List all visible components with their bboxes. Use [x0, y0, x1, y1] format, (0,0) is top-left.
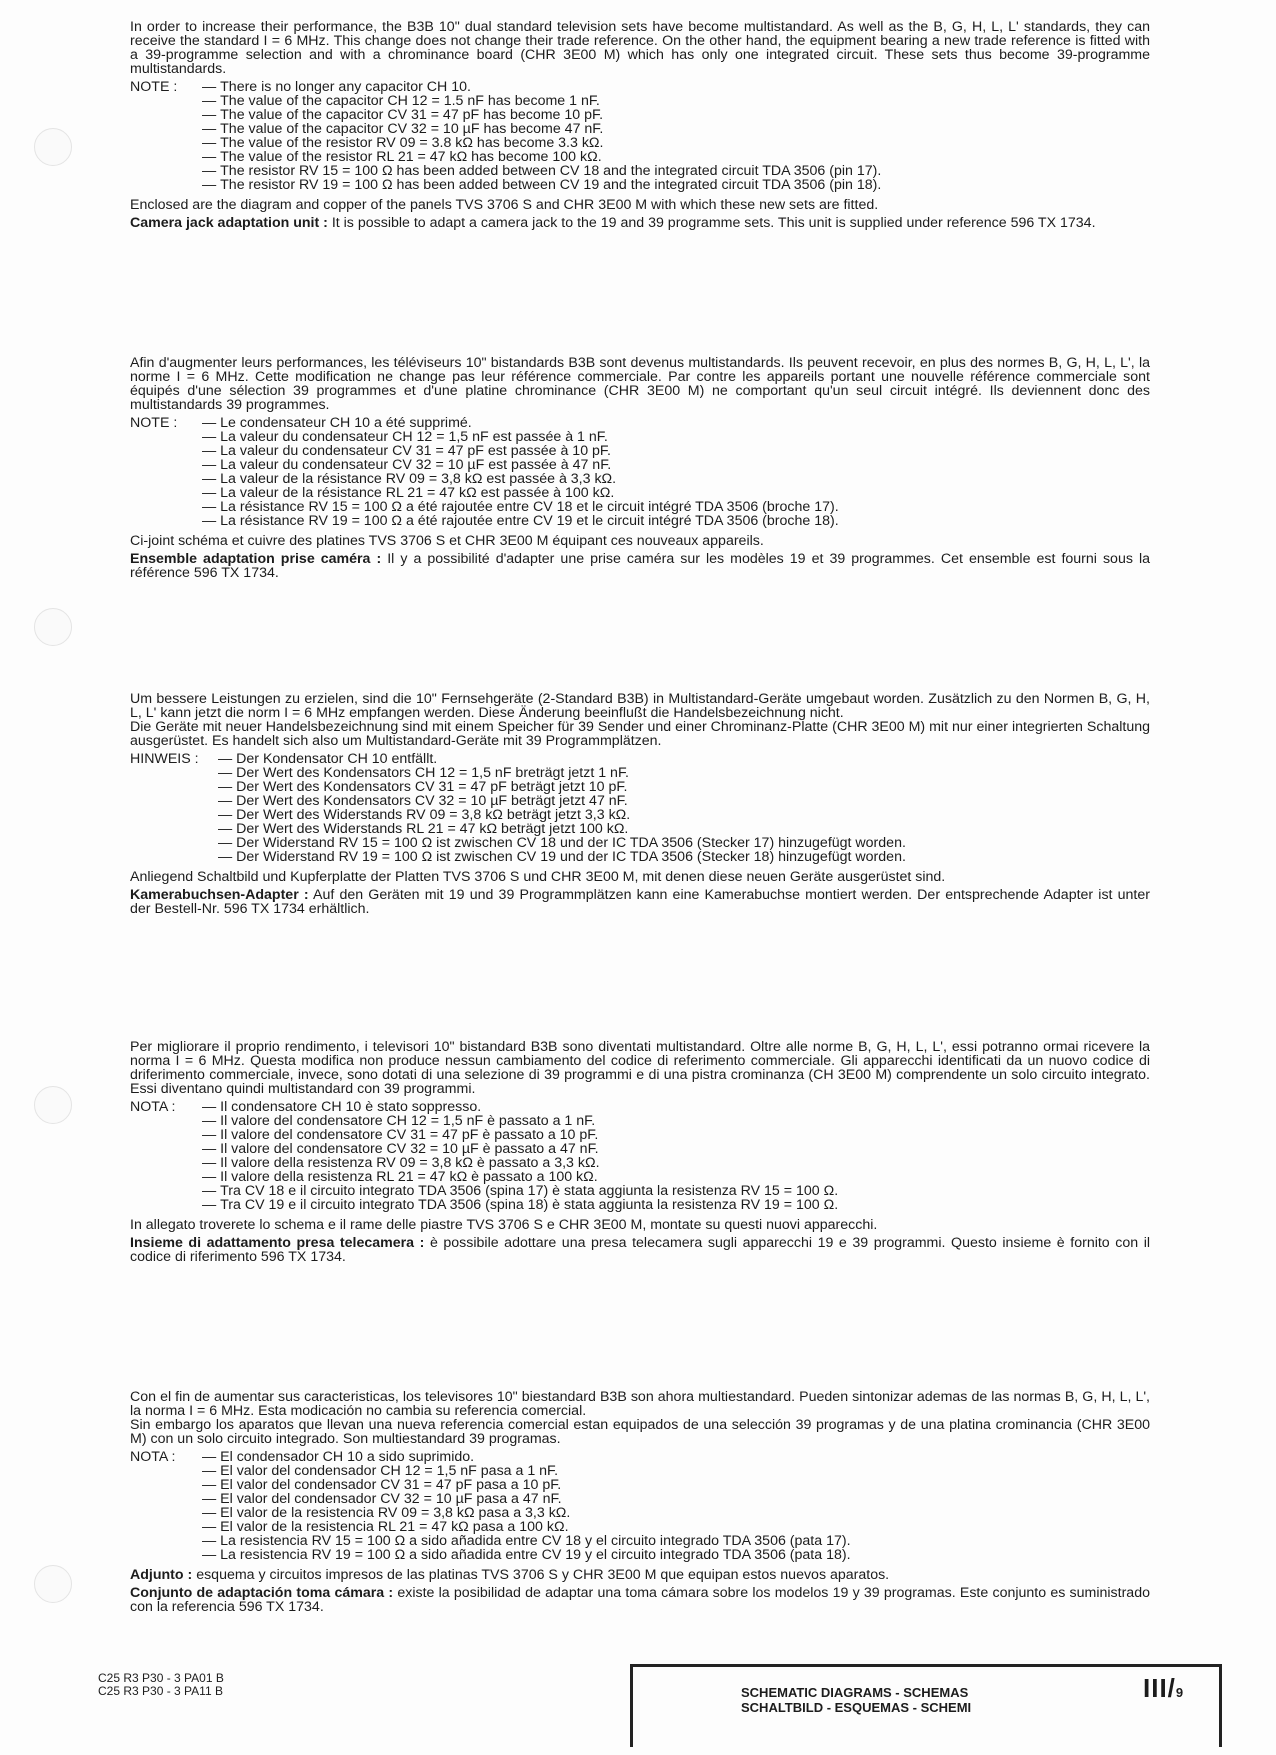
document-reference [98, 1672, 224, 1698]
english-notes [130, 80, 1150, 192]
note-label: NOTE : [130, 415, 178, 431]
note-item: — Il valore della resistenza RV 09 = 3,8 kΩ è passato a 3,3 kΩ. [202, 1156, 1150, 1170]
note-item: — The value of the capacitor CV 32 = 10 µF has become 47 nF. [202, 122, 1150, 136]
italian-enclosed: In allegato troverete lo schema e il rame delle piastre TVS 3706 S e CHR 3E00 M, montate su questi nuovi apparecchi. [130, 1217, 878, 1233]
page-number-sub: 9 [1175, 1685, 1185, 1700]
french-intro: Afin d'augmenter leurs performances, les téléviseurs 10" bistandards B3B sont devenus multistandards. Ils peuvent recevoir, en plus des normes B, G, H, L, L', la norme I = 6 MHz. Cette modification ne change pas leur référence commerciale. Par contre les appareils portant une nouvelle référence commerciale sont équipés d'une sélection 39 programmes et d'une platine chrominance (CHR 3E00 M) ne comportant qu'un seul circuit intégré. Ils deviennent donc des multistandards 39 programmes. [130, 355, 1150, 413]
note-label: NOTE : [130, 79, 178, 95]
german-adapter [130, 888, 1150, 916]
note-item: — Il valore del condensatore CV 32 = 10 µF è passato a 47 nF. [202, 1142, 1150, 1156]
punch-hole [34, 1565, 72, 1603]
note-item: — The value of the resistor RL 21 = 47 kΩ has become 100 kΩ. [202, 150, 1150, 164]
note-item: — La valeur du condensateur CV 32 = 10 µF est passée à 47 nF. [202, 458, 1150, 472]
note-item: — El valor del condensador CV 32 = 10 µF pasa a 47 nF. [202, 1492, 1150, 1506]
french-adapter [130, 552, 1150, 580]
note-item: — Der Wert des Kondensators CH 12 = 1,5 nF breträgt jetzt 1 nF. [218, 766, 1150, 780]
note-item: — Il valore del condensatore CV 31 = 47 pF è passato a 10 pF. [202, 1128, 1150, 1142]
german-intro-2: Die Geräte mit neuer Handelsbezeichnung sind mit einem Speicher für 39 Sender und einer Chrominanz-Platte (CHR 3E00 M) mit nur einer integrierten Schaltung ausgerüstet. Es handelt sich also um Multistandard-Geräte mit 39 Programmplätzen. [130, 719, 1150, 749]
spanish-intro: Con el fin de aumentar sus caracteristicas, los televisores 10" biestandard B3B son ahora multiestandard. Pueden sintonizar ademas de las normas B, G, H, L, L', la norma I = 6 MHz. Esta modicación no cambia su referencia comercial. [130, 1389, 1150, 1419]
spanish-enclosed [130, 1568, 1150, 1582]
note-item: — El valor de la resistencia RL 21 = 47 kΩ pasa a 100 kΩ. [202, 1520, 1150, 1534]
adapter-text: It is possible to adapt a camera jack to the 19 and 39 programme sets. This unit is supplied under reference 596 TX 1734. [327, 215, 1096, 231]
punch-hole [34, 1086, 72, 1124]
adapter-heading: Conjunto de adaptación toma cámara : [130, 1585, 394, 1601]
note-item: — La résistance RV 15 = 100 Ω a été rajoutée entre CV 18 et le circuit intégré TDA 3506 (broche 17). [202, 500, 1150, 514]
note-item: — El valor del condensador CH 12 = 1,5 nF pasa a 1 nF. [202, 1464, 1150, 1478]
note-item: — The value of the capacitor CV 31 = 47 pF has become 10 pF. [202, 108, 1150, 122]
french-section [130, 356, 1150, 580]
page-number [1143, 1673, 1185, 1703]
adapter-text: existe la posibilidad de adaptar una toma cámara sobre los modelos 19 y 39 programas. Este conjunto es suministrado con la referencia 596 TX 1734. [130, 1585, 1150, 1615]
german-section [130, 692, 1150, 916]
note-item: — La valeur du condensateur CH 12 = 1,5 nF est passée à 1 nF. [202, 430, 1150, 444]
adapter-text: Auf den Geräten mit 19 und 39 Programmplätzen kann eine Kamerabuchse montiert werden. Der entsprechende Adapter ist unter der Bestell-Nr. 596 TX 1734 erhältlich. [130, 887, 1150, 917]
spanish-section [130, 1390, 1150, 1614]
note-item: — The resistor RV 19 = 100 Ω has been added between CV 19 and the integrated circuit TDA 3506 (pin 18). [202, 178, 1150, 192]
footer-title [741, 1685, 971, 1715]
adapter-text: è possibile adottare una presa telecamera sugli apparecchi 19 e 39 programmi. Questo insieme è fornito con il codice di riferimento 596 TX 1734. [130, 1235, 1151, 1265]
adapter-heading: Insieme di adattamento presa telecamera : [130, 1235, 425, 1251]
note-item: — La resistencia RV 19 = 100 Ω a sido añadida entre CV 19 y el circuito integrado TDA 3506 (pata 18). [202, 1548, 1150, 1562]
english-intro: In order to increase their performance, the B3B 10" dual standard television sets have become multistandard. As well as the B, G, H, L, L' standards, they can receive the standard I = 6 MHz. This change does not change their trade reference. On the other hand, the equipment bearing a new trade reference is fitted with a 39-programme selection and with a chrominance board (CHR 3E00 M) which has only one integrated circuit. These sets thus become 39-programme multistandards. [130, 19, 1150, 77]
adapter-text: Il y a possibilité d'adapter une prise caméra sur les modèles 19 et 39 programmes. Cet ensemble est fourni sous la référence 596 TX 1734. [130, 551, 1150, 581]
note-item: — La résistance RV 19 = 100 Ω a été rajoutée entre CV 19 et le circuit intégré TDA 3506 (broche 18). [202, 514, 1150, 528]
german-notes [130, 752, 1150, 864]
enclosed-text: esquema y circuitos impresos de las platinas TVS 3706 S y CHR 3E00 M que equipan estos nuevos aparatos. [192, 1567, 890, 1583]
spanish-adapter [130, 1586, 1150, 1614]
enclosed-heading: Adjunto : [130, 1567, 193, 1583]
english-adapter [130, 216, 1150, 230]
note-item: — The value of the capacitor CH 12 = 1.5 nF has become 1 nF. [202, 94, 1150, 108]
adapter-heading: Kamerabuchsen-Adapter : [130, 887, 309, 903]
note-item: — La valeur de la résistance RL 21 = 47 kΩ est passée à 100 kΩ. [202, 486, 1150, 500]
note-item: — Der Wert des Widerstands RV 09 = 3,8 kΩ beträgt jetzt 3,3 kΩ. [218, 808, 1150, 822]
note-item: — Tra CV 19 e il circuito integrato TDA 3506 (spina 18) è stata aggiunta la resistenza RV 19 = 100 Ω. [202, 1198, 1150, 1212]
note-item: — Der Kondensator CH 10 entfällt. [218, 752, 1150, 766]
footer-title-box [630, 1664, 1222, 1747]
punch-hole [34, 128, 72, 166]
note-label: HINWEIS : [130, 751, 199, 767]
page-number-main: III/ [1143, 1673, 1176, 1703]
punch-hole [34, 608, 72, 646]
italian-section [130, 1040, 1150, 1264]
spanish-intro-2: Sin embargo los aparatos que llevan una nueva referencia comercial estan equipados de una selección 39 programas y de una platina crominancia (CHR 3E00 M) con un solo circuito integrado. Son multiestandard 39 programas. [130, 1417, 1150, 1447]
note-item: — El condensador CH 10 a sido suprimido. [202, 1450, 1150, 1464]
note-item: — The value of the resistor RV 09 = 3.8 kΩ has become 3.3 kΩ. [202, 136, 1150, 150]
note-item: — Le condensateur CH 10 a été supprimé. [202, 416, 1150, 430]
adapter-heading: Ensemble adaptation prise caméra : [130, 551, 382, 567]
reference-line: C25 R3 P30 - 3 PA01 B [98, 1671, 224, 1685]
note-item: — Il condensatore CH 10 è stato soppresso. [202, 1100, 1150, 1114]
footer-title-line: SCHALTBILD - ESQUEMAS - SCHEMI [741, 1700, 972, 1715]
note-item: — The resistor RV 15 = 100 Ω has been added between CV 18 and the integrated circuit TDA 3506 (pin 17). [202, 164, 1150, 178]
note-item: — Il valore del condensatore CH 12 = 1,5 nF è passato a 1 nF. [202, 1114, 1150, 1128]
german-enclosed: Anliegend Schaltbild und Kupferplatte der Platten TVS 3706 S und CHR 3E00 M, mit denen diese neuen Geräte ausgerüstet sind. [130, 869, 946, 885]
french-notes [130, 416, 1150, 528]
note-label: NOTA : [130, 1449, 176, 1465]
note-item: — Il valore della resistenza RL 21 = 47 kΩ è passato a 100 kΩ. [202, 1170, 1150, 1184]
french-enclosed: Ci-joint schéma et cuivre des platines TVS 3706 S et CHR 3E00 M équipant ces nouveaux appareils. [130, 533, 764, 549]
english-enclosed: Enclosed are the diagram and copper of the panels TVS 3706 S and CHR 3E00 M with which these new sets are fitted. [130, 197, 879, 213]
note-label: NOTA : [130, 1099, 176, 1115]
footer-title-line: SCHEMATIC DIAGRAMS - SCHEMAS [741, 1685, 969, 1700]
note-item: — Der Wert des Kondensators CV 31 = 47 pF beträgt jetzt 10 pF. [218, 780, 1150, 794]
note-item: — La resistencia RV 15 = 100 Ω a sido añadida entre CV 18 y el circuito integrado TDA 3506 (pata 17). [202, 1534, 1150, 1548]
note-item: — La valeur du condensateur CV 31 = 47 pF est passée à 10 pF. [202, 444, 1150, 458]
note-item: — Der Wert des Kondensators CV 32 = 10 µF beträgt jetzt 47 nF. [218, 794, 1150, 808]
italian-intro: Per migliorare il proprio rendimento, i televisori 10" bistandard B3B sono diventati multistandard. Oltre alle norme B, G, H, L, L', essi potranno ormai ricevere la norma I = 6 MHz. Questa modifica non produce nessun cambiamento del codice di referimento commerciale. Gli apparecchi identificati da un nuovo codice di driferimento commerciale, invece, sono dotati di una selezione di 39 programmi e di una pistra crominanza (CH 3E00 M) comprendente un solo circuito integrato. Essi diventano quindi multistandard con 39 programmi. [130, 1039, 1150, 1097]
note-item: — Der Wert des Widerstands RL 21 = 47 kΩ beträgt jetzt 100 kΩ. [218, 822, 1150, 836]
note-item: — Der Widerstand RV 15 = 100 Ω ist zwischen CV 18 und der IC TDA 3506 (Stecker 17) hinzugefügt worden. [218, 836, 1150, 850]
note-item: — Tra CV 18 e il circuito integrato TDA 3506 (spina 17) è stata aggiunta la resistenza RV 15 = 100 Ω. [202, 1184, 1150, 1198]
adapter-heading: Camera jack adaptation unit : [130, 215, 328, 231]
note-item: — El valor de la resistencia RV 09 = 3,8 kΩ pasa a 3,3 kΩ. [202, 1506, 1150, 1520]
reference-line: C25 R3 P30 - 3 PA11 B [98, 1684, 223, 1698]
italian-notes [130, 1100, 1150, 1212]
note-item: — Der Widerstand RV 19 = 100 Ω ist zwischen CV 19 und der IC TDA 3506 (Stecker 18) hinzugefügt worden. [218, 850, 1150, 864]
note-item: — La valeur de la résistance RV 09 = 3,8 kΩ est passée à 3,3 kΩ. [202, 472, 1150, 486]
english-section [130, 20, 1150, 230]
note-item: — There is no longer any capacitor CH 10. [202, 80, 1150, 94]
german-intro: Um bessere Leistungen zu erzielen, sind die 10" Fernsehgeräte (2-Standard B3B) in Multistandard-Geräte umgebaut worden. Zusätzlich zu den Normen B, G, H, L, L' kann jetzt die norm I = 6 MHz empfangen werden. Diese Änderung beeinflußt die Handelsbezeichnung nicht. [130, 691, 1150, 721]
italian-adapter [130, 1236, 1150, 1264]
spanish-notes [130, 1450, 1150, 1562]
note-item: — El valor del condensador CV 31 = 47 pF pasa a 10 pF. [202, 1478, 1150, 1492]
